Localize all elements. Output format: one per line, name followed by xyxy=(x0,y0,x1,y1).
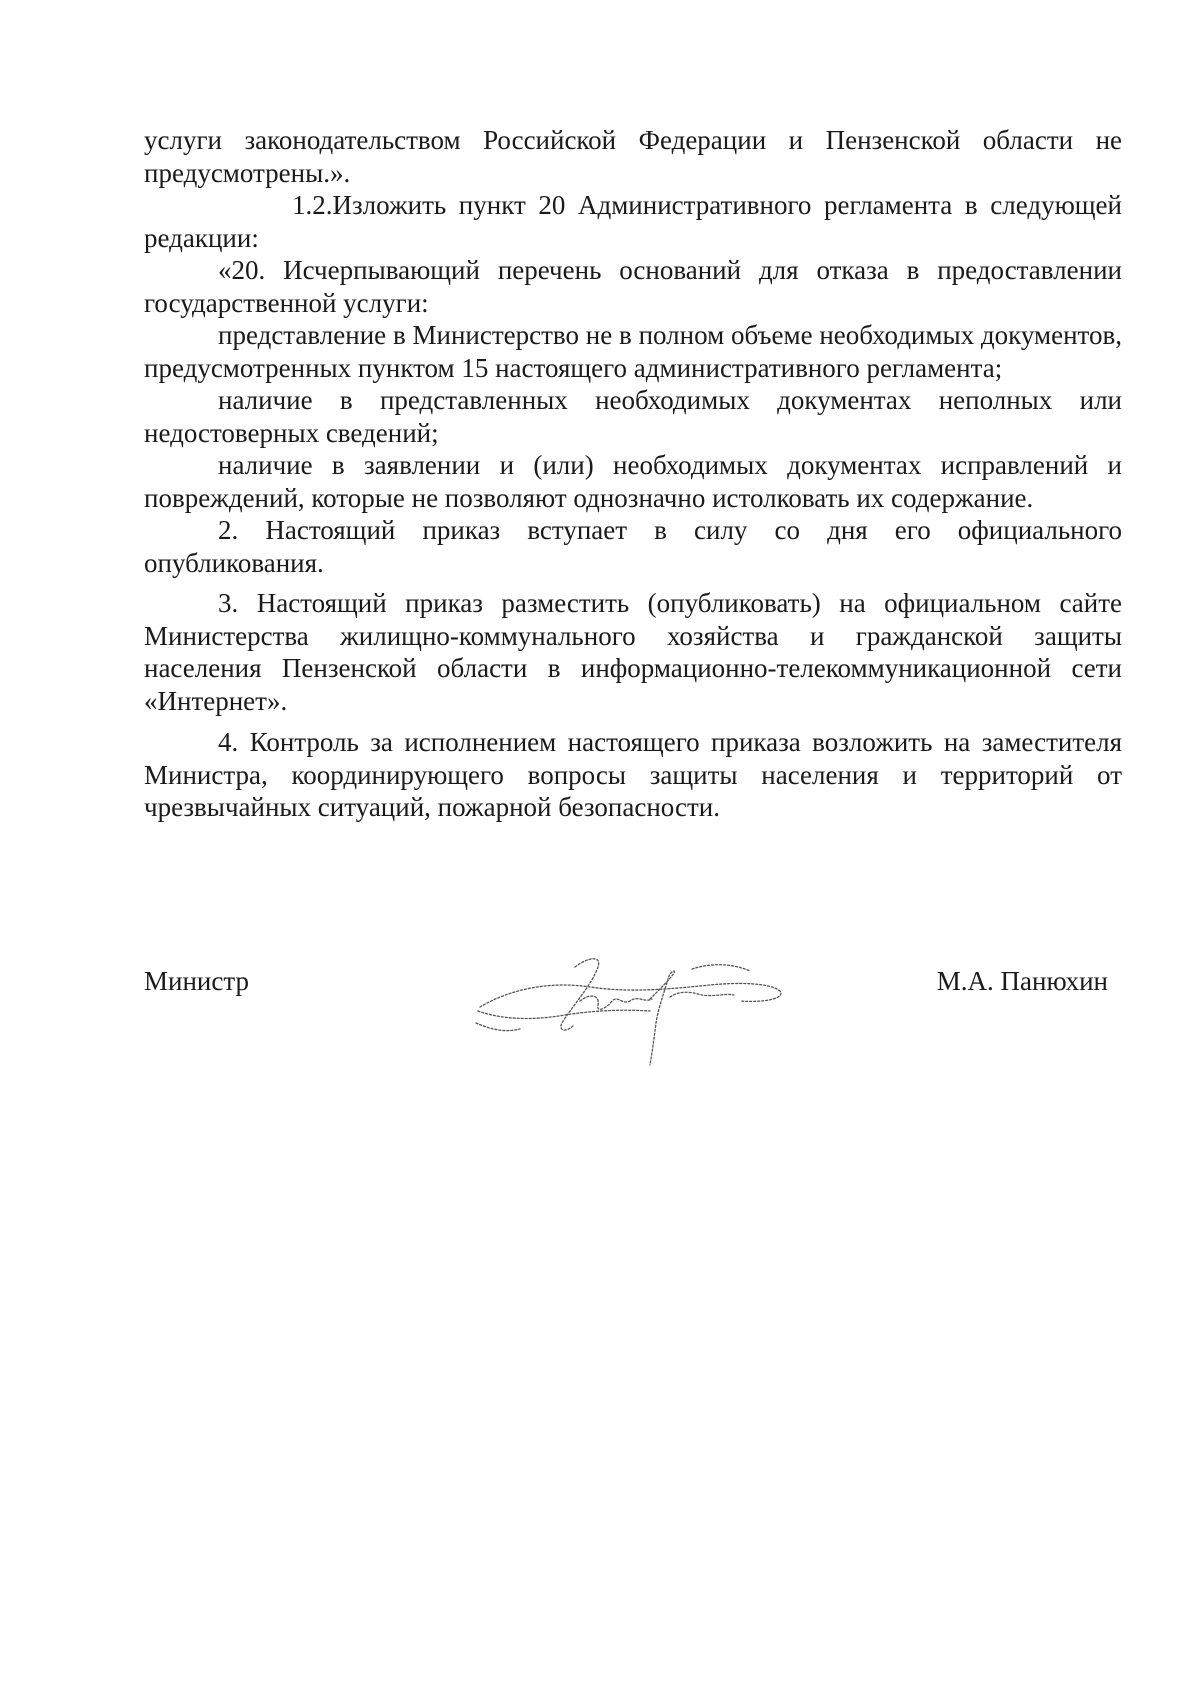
paragraph-ground-1: представление в Министерство не в полном объеме необходимых документов, предусмотренных пунктом 15 настоящего административного регламента; xyxy=(144,320,1122,383)
item-text: Изложить пункт 20 Административного регламента в следующей редакции: xyxy=(144,190,1122,253)
paragraph-clause-4: 4. Контроль за исполнением настоящего приказа возложить на заместителя Министра, координирующего вопросы защиты населения и территорий от чрезвычайных ситуаций, пожарной безопасности. xyxy=(144,727,1122,822)
paragraph-ground-3: наличие в заявлении и (или) необходимых документах исправлений и повреждений, которые не позволяют однозначно истолковать их содержание. xyxy=(144,450,1122,513)
paragraph-item-1-2 xyxy=(144,189,1122,254)
item-number: 1.2. xyxy=(292,190,333,220)
document-body xyxy=(144,124,1122,824)
signature-block xyxy=(0,965,1200,1105)
paragraph-clause-3: 3. Настоящий приказ разместить (опубликовать) на официальном сайте Министерства жилищно-коммунального хозяйства и гражданской защиты населения Пензенской области в информационно-телекоммуникационной сети «Интернет». xyxy=(144,588,1122,716)
signatory-name: М.А. Панюхин xyxy=(936,966,1108,996)
paragraph-clause-2: 2. Настоящий приказ вступает в силу со дня его официального опубликования. xyxy=(144,515,1122,578)
paragraph-continuation: услуги законодательством Российской Федерации и Пензенской области не предусмотрены.». xyxy=(144,125,1122,188)
handwritten-signature xyxy=(470,949,790,1079)
paragraph-item-20: «20. Исчерпывающий перечень оснований для отказа в предоставлении государственной услуги: xyxy=(144,255,1122,318)
signatory-position: Министр xyxy=(144,966,249,996)
paragraph-ground-2: наличие в представленных необходимых документах неполных или недостоверных сведений; xyxy=(144,385,1122,448)
